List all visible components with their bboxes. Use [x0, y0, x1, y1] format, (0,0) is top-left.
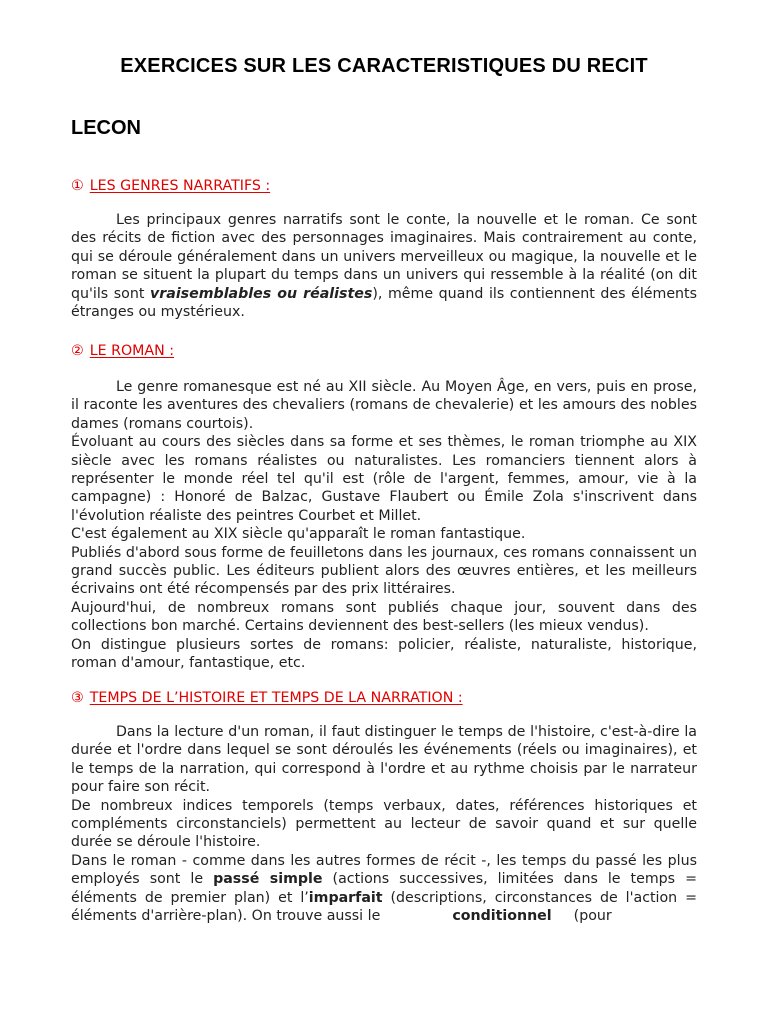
section-number: ①: [71, 178, 84, 194]
section-heading-genres: [71, 178, 270, 194]
paragraph: Publiés d'abord sous forme de feuilletons dans les journaux, ces romans connaissent un grand succès public. Les éditeurs publient alors des œuvres entières, et les meilleurs écrivains ont été récompensés par des prix littéraires.: [71, 544, 697, 598]
section-heading-text: LES GENRES NARRATIFS :: [89, 178, 271, 194]
paragraph: Dans la lecture d'un roman, il faut distinguer le temps de l'histoire, c'est-à-dire la durée et l'ordre dans lequel se sont déroulés les événements (réels ou imaginaires), et le temps de la narration, qui correspond à l'ordre et au rythme choisis par le narrateur pour faire son récit.: [71, 724, 697, 796]
paragraph: C'est également au XIX siècle qu'apparaît le roman fantastique.: [71, 526, 526, 543]
paragraph: De nombreux indices temporels (temps verbaux, dates, références historiques et compléments circonstanciels) permettent au lecteur de savoir quand et sur quelle durée se déroule l'histoire.: [71, 797, 697, 851]
bold-term: passé simple: [213, 871, 323, 888]
paragraph: Aujourd'hui, de nombreux romans sont publiés chaque jour, souvent dans des collections bon marché. Certains deviennent des best-sellers (les mieux vendus).: [71, 599, 697, 635]
section-heading-text: LE ROMAN :: [89, 343, 174, 359]
lecon-heading: LECON: [71, 117, 141, 139]
paragraph: Évoluant au cours des siècles dans sa forme et ses thèmes, le roman triomphe au XIX siècle avec les romans réalistes ou naturalistes. Les romanciers tiennent alors à représenter le monde réel tel qu'il est (rôle de l'argent, femmes, amour, vie à la campagne) : Honoré de Balzac, Gustave Flaubert ou Émile Zola s'inscrivent dans l'évolution réaliste des peintres Courbet et Millet.: [71, 434, 697, 524]
section-heading-roman: [71, 343, 174, 359]
paragraph: Dans le roman - comme dans les autres formes de récit -, les temps du passé les plus employés sont le passé simple (actions successives, limitées dans le temps = éléments de premier plan) et l’imparfait (descriptions, circonstances de l'action = éléments d'arrière-plan). On trouve aussi le conditionnel (pour: [71, 852, 697, 925]
paragraph: On distingue plusieurs sortes de romans: policier, réaliste, naturaliste, historique, roman d'amour, fantastique, etc.: [71, 636, 697, 672]
paragraph: Le genre romanesque est né au XII siècle. Au Moyen Âge, en vers, puis en prose, il raconte les aventures des chevaliers (romans de chevalerie) et les amours des nobles dames (romans courtois).: [71, 379, 697, 432]
bold-term: imparfait: [308, 889, 383, 906]
section-number: ②: [71, 343, 84, 359]
bold-term: conditionnel: [452, 908, 552, 925]
paragraph: Les principaux genres narratifs sont le conte, la nouvelle et le roman. Ce sont des récits de fiction avec des personnages imaginaires. Mais contrairement au conte, qui se déroule généralement dans un univers merveilleux ou magique, la nouvelle et le roman se situent la plupart du temps dans un univers qui ressemble à la réalité (on dit qu'ils sont vraisemblables ou réalistes), même quand ils contiennent des éléments étranges ou mystérieux.: [71, 212, 697, 321]
genres-body: [71, 211, 697, 321]
section-number: ③: [71, 690, 84, 706]
roman-body: [71, 378, 697, 673]
temps-body: [71, 723, 697, 925]
section-heading-temps: [71, 690, 463, 706]
section-heading-text: TEMPS DE L’HISTOIRE ET TEMPS DE LA NARRATION :: [89, 690, 463, 706]
document-title: EXERCICES SUR LES CARACTERISTIQUES DU RECIT: [120, 55, 648, 77]
emphasis-text: vraisemblables ou réalistes: [150, 285, 373, 302]
